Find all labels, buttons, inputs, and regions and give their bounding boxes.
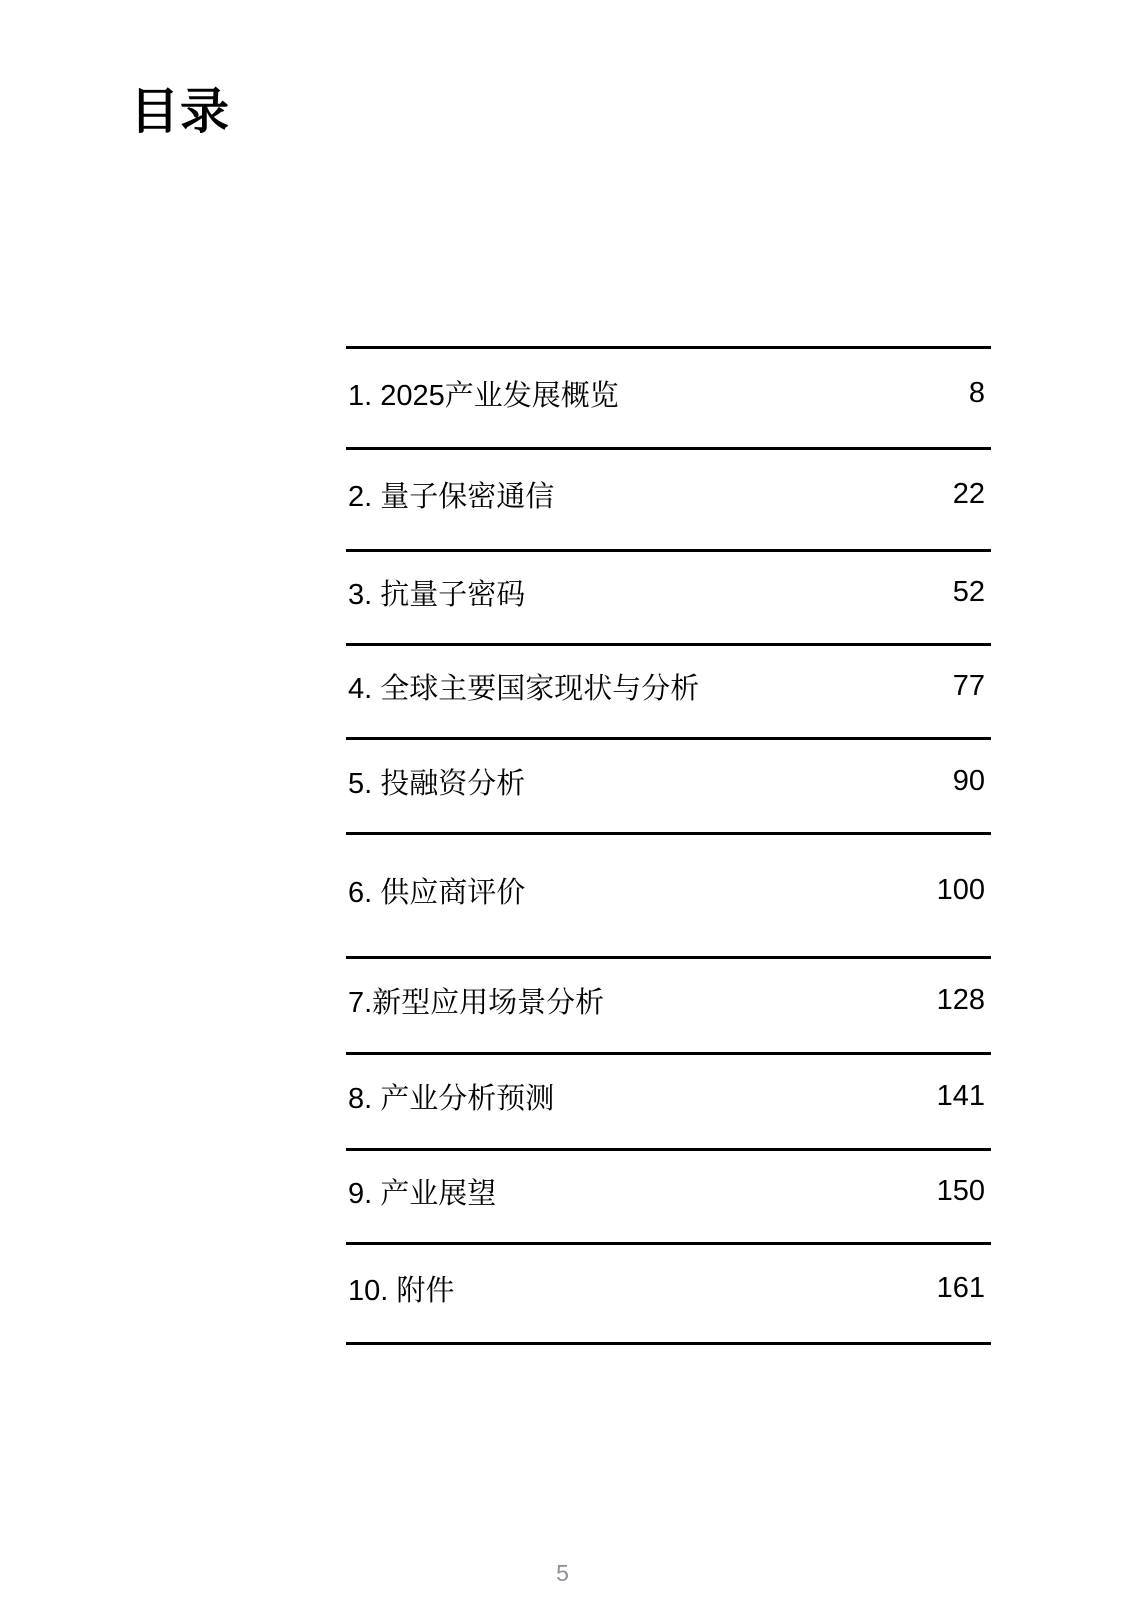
page-title: 目录 — [130, 85, 231, 139]
toc-entry-page: 90 — [952, 764, 985, 797]
toc-entry-title: 8. 产业分析预测 — [348, 1083, 555, 1115]
toc-row-6[interactable] — [346, 832, 991, 956]
toc-entry-title: 2. 量子保密通信 — [348, 481, 555, 513]
toc-row-10[interactable] — [346, 1242, 991, 1342]
toc-entry-page: 22 — [952, 478, 985, 510]
toc-row-4[interactable] — [346, 643, 991, 737]
toc-row-7[interactable] — [346, 956, 991, 1052]
page-footer — [0, 1560, 1125, 1587]
toc-entry-page: 8 — [968, 376, 985, 409]
toc-entry-title: 10. 附件 — [348, 1275, 455, 1307]
toc-entry-page: 141 — [936, 1080, 985, 1112]
toc-entry-title: 5. 投融资分析 — [348, 767, 526, 800]
toc-row-2[interactable] — [346, 447, 991, 549]
toc-entry-page: 128 — [936, 984, 985, 1016]
toc-entry-page: 161 — [936, 1272, 985, 1304]
toc-entry-title: 3. 抗量子密码 — [348, 579, 526, 611]
toc-entry-page: 100 — [936, 874, 985, 906]
toc-entry-page: 77 — [952, 670, 985, 702]
toc-entry-title: 4. 全球主要国家现状与分析 — [348, 673, 700, 705]
toc-entry-title: 7.新型应用场景分析 — [348, 987, 605, 1019]
toc-row-9[interactable] — [346, 1148, 991, 1242]
toc-entry-page: 150 — [936, 1175, 985, 1207]
toc-entry-page: 52 — [952, 576, 985, 608]
toc-entry-title: 6. 供应商评价 — [348, 877, 526, 909]
footer-page-number: 5 — [556, 1560, 569, 1586]
toc-row-8[interactable] — [346, 1052, 991, 1148]
toc-table — [346, 346, 991, 1345]
toc-row-1[interactable] — [346, 346, 991, 447]
toc-entry-title: 1. 2025产业发展概览 — [348, 379, 619, 412]
toc-entry-title: 9. 产业展望 — [348, 1178, 497, 1210]
toc-row-3[interactable] — [346, 549, 991, 643]
toc-row-5[interactable] — [346, 737, 991, 832]
